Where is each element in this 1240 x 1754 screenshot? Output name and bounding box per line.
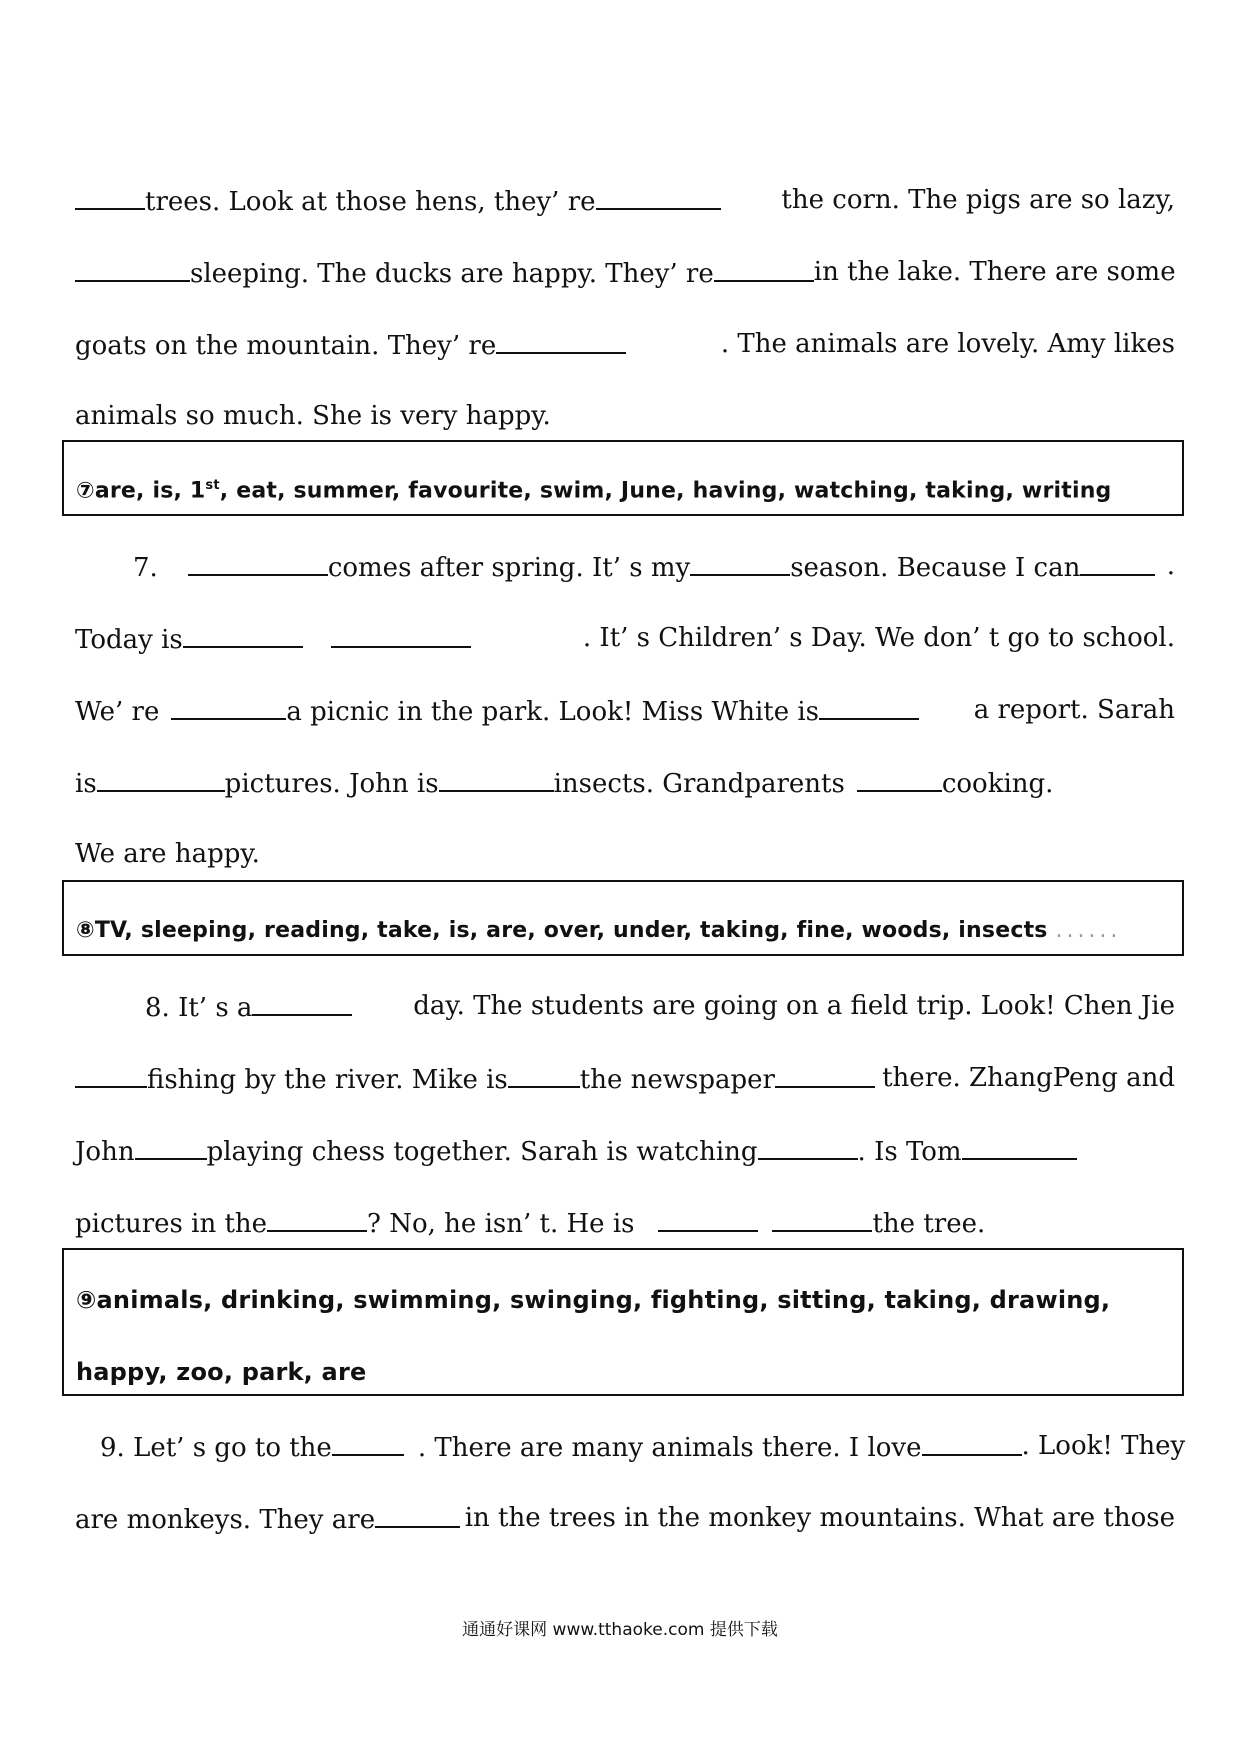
blank[interactable] bbox=[75, 254, 190, 282]
blank[interactable] bbox=[75, 1060, 147, 1088]
blank[interactable] bbox=[375, 1500, 460, 1528]
passage8-line4: pictures in the ? No, he isn’ t. He is the tree. bbox=[75, 1204, 1175, 1240]
blank[interactable] bbox=[508, 1060, 580, 1088]
passage8-line1: 8. It’ s a day. The students are going on a field trip. Look! Chen Jie bbox=[145, 988, 1175, 1024]
blank[interactable] bbox=[819, 692, 919, 720]
blank[interactable] bbox=[775, 1060, 875, 1088]
passage7-line4: is pictures. John is insects. Grandparents cooking. bbox=[75, 764, 1175, 800]
passage7-line1: 7. comes after spring. It’ s my season. Because I can . bbox=[133, 548, 1175, 584]
passage7-line2: Today is . It’ s Children’ s Day. We don’ t go to school. bbox=[75, 620, 1175, 656]
blank[interactable] bbox=[758, 1132, 858, 1160]
word-box-7-words: ⑦are, is, 1st, eat, summer, favourite, swim, June, having, watching, taking, writing bbox=[76, 478, 1112, 504]
passage6-line1: trees. Look at those hens, they’ re the corn. The pigs are so lazy, bbox=[75, 182, 1175, 218]
blank[interactable] bbox=[439, 764, 554, 792]
page-footer: 通通好课网 www.tthaoke.com 提供下载 bbox=[462, 1620, 778, 1640]
blank[interactable] bbox=[658, 1204, 758, 1232]
passage9-line1: 9. Let’ s go to the . There are many animals there. I love . Look! They bbox=[100, 1428, 1175, 1464]
word-box-8-words: ⑧TV, sleeping, reading, take, is, are, over, under, taking, fine, woods, insects ...... bbox=[76, 918, 1122, 943]
blank[interactable] bbox=[183, 620, 303, 648]
blank[interactable] bbox=[962, 1132, 1077, 1160]
blank[interactable] bbox=[171, 692, 286, 720]
blank[interactable] bbox=[188, 548, 328, 576]
passage8-line2: fishing by the river. Mike is the newspaper there. ZhangPeng and bbox=[75, 1060, 1175, 1096]
blank[interactable] bbox=[267, 1204, 367, 1232]
circled-number-7: ⑦ bbox=[76, 478, 95, 504]
passage9-line2: are monkeys. They are in the trees in the monkey mountains. What are those bbox=[75, 1500, 1175, 1536]
word-box-7 bbox=[62, 440, 1184, 516]
word-box-8 bbox=[62, 880, 1184, 956]
blank[interactable] bbox=[252, 988, 352, 1016]
blank[interactable] bbox=[97, 764, 225, 792]
passage6-line4: animals so much. She is very happy. bbox=[75, 401, 551, 431]
blank[interactable] bbox=[772, 1204, 872, 1232]
blank[interactable] bbox=[75, 182, 145, 210]
passage7-line3: We’ re a picnic in the park. Look! Miss White is a report. Sarah bbox=[75, 692, 1175, 728]
blank[interactable] bbox=[596, 182, 721, 210]
blank[interactable] bbox=[496, 326, 626, 354]
word-box-9 bbox=[62, 1248, 1184, 1396]
blank[interactable] bbox=[331, 620, 471, 648]
passage6-line3: goats on the mountain. They’ re . The animals are lovely. Amy likes bbox=[75, 326, 1175, 362]
blank[interactable] bbox=[690, 548, 790, 576]
blank[interactable] bbox=[922, 1428, 1022, 1456]
passage8-line3: John playing chess together. Sarah is watching . Is Tom bbox=[75, 1132, 1175, 1168]
blank[interactable] bbox=[857, 764, 942, 792]
blank[interactable] bbox=[332, 1428, 404, 1456]
blank[interactable] bbox=[1080, 548, 1155, 576]
blank[interactable] bbox=[135, 1132, 207, 1160]
circled-number-8: ⑧ bbox=[76, 918, 95, 943]
blank[interactable] bbox=[714, 254, 814, 282]
word-box-9-line2: happy, zoo, park, are bbox=[76, 1358, 367, 1386]
circled-number-9: ⑨ bbox=[76, 1286, 97, 1314]
word-box-9-line1: ⑨animals, drinking, swimming, swinging, fighting, sitting, taking, drawing, bbox=[76, 1286, 1111, 1314]
passage7-line5: We are happy. bbox=[75, 839, 260, 869]
passage6-line2: sleeping. The ducks are happy. They’ re in the lake. There are some bbox=[75, 254, 1175, 290]
